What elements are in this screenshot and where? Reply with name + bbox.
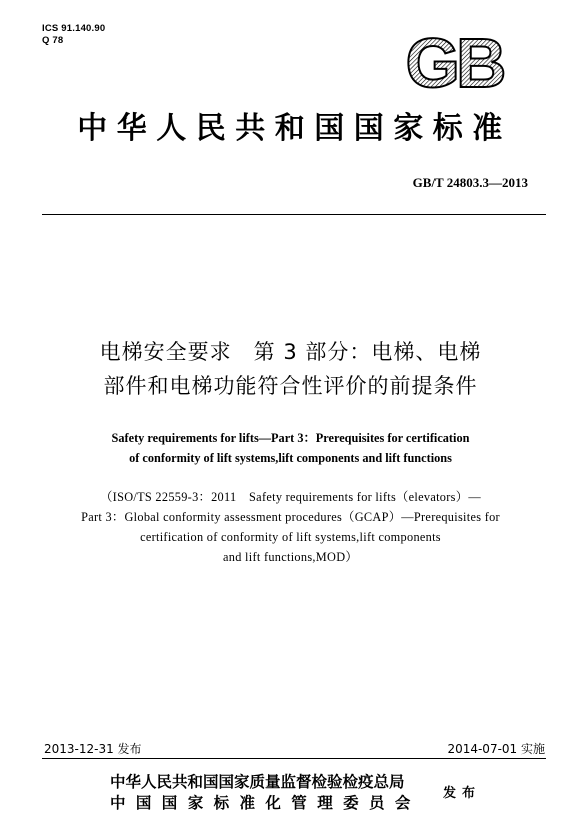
iso-reference-line: （ISO/TS 22559-3：2011 Safety requirements for lifts（elevators）— bbox=[100, 490, 481, 504]
chinese-title bbox=[0, 335, 581, 403]
iso-reference-line: certification of conformity of lift systems,lift components bbox=[140, 530, 441, 544]
english-title-line: of conformity of lift systems,lift components and lift functions bbox=[129, 451, 452, 465]
bottom-divider bbox=[42, 758, 546, 759]
english-title-line: Safety requirements for lifts—Part 3：Prerequisites for certification bbox=[111, 431, 470, 445]
standard-number: GB/T 24803.3—2013 bbox=[412, 175, 528, 190]
ccs-code: Q 78 bbox=[42, 35, 64, 46]
implement-date: 2014-07-01 实施 bbox=[447, 742, 545, 756]
ics-code: ICS 91.140.90 bbox=[42, 23, 106, 34]
issuing-authorities bbox=[110, 771, 421, 813]
top-divider bbox=[42, 214, 546, 215]
iso-reference-line: and lift functions,MOD） bbox=[223, 550, 358, 564]
gb-logo bbox=[392, 32, 516, 94]
issue-date: 2013-12-31 发布 bbox=[44, 742, 142, 756]
iso-reference-line: Part 3：Global conformity assessment procedures（GCAP）—Prerequisites for bbox=[81, 510, 500, 524]
issuer-name: 中国国家标准化管理委员会 bbox=[110, 793, 421, 812]
issuer-name: 中华人民共和国国家质量监督检验检疫总局 bbox=[110, 772, 405, 791]
classification-codes bbox=[42, 23, 105, 47]
iso-reference bbox=[0, 487, 581, 567]
chinese-title-line: 部件和电梯功能符合性评价的前提条件 bbox=[103, 374, 478, 398]
gb-logo-text: GB bbox=[405, 32, 503, 94]
publish-label: 发布 bbox=[443, 786, 482, 801]
english-title bbox=[0, 428, 581, 468]
standard-type: 中华人民共和国国家标准 bbox=[77, 111, 512, 146]
chinese-title-line: 电梯安全要求 第 3 部分：电梯、电梯 bbox=[99, 340, 482, 364]
